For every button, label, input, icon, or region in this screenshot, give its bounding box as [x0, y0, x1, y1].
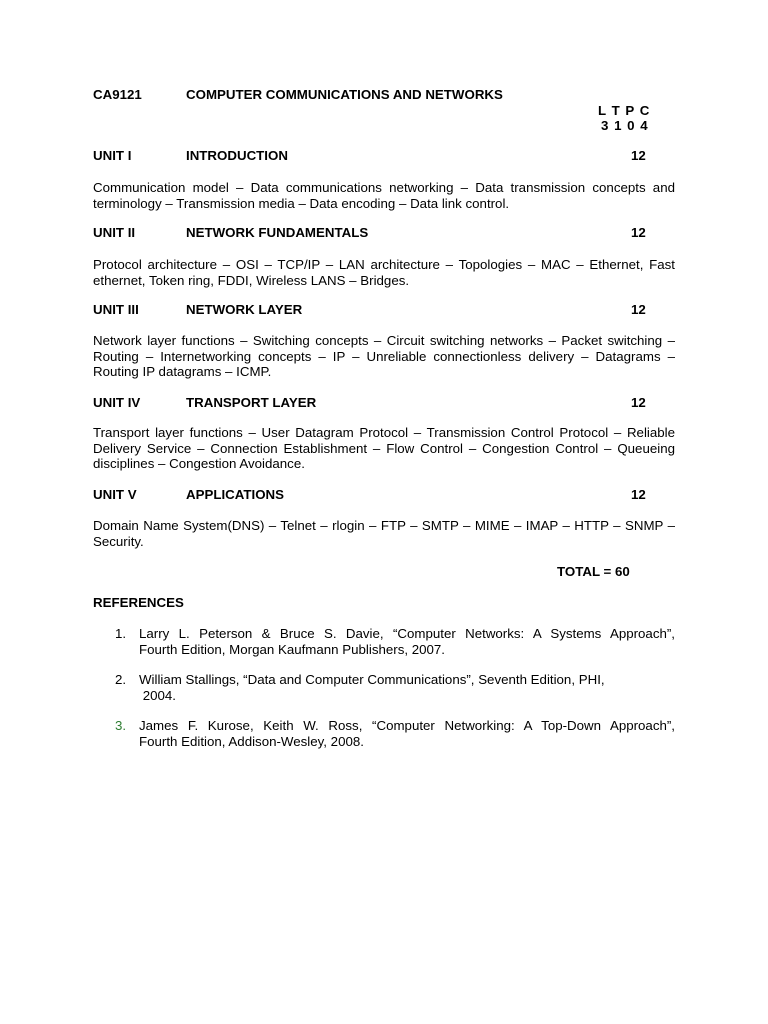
- unit-5-label: UNIT V: [93, 487, 137, 502]
- unit-4-hours: 12: [631, 395, 646, 410]
- reference-item: [139, 718, 675, 750]
- unit-3-hours: 12: [631, 302, 646, 317]
- reference-line: Fourth Edition, Addison-Wesley, 2008.: [139, 734, 364, 749]
- reference-line: Fourth Edition, Morgan Kaufmann Publishers, 2007.: [139, 642, 446, 657]
- unit-2-label: UNIT II: [93, 225, 136, 240]
- unit-5-hours: 12: [631, 487, 646, 502]
- ltpc-label: L T P C: [598, 103, 651, 118]
- unit-5-title: APPLICATIONS: [186, 487, 285, 502]
- total-hours: TOTAL = 60: [557, 564, 630, 579]
- unit-4-title: TRANSPORT LAYER: [186, 395, 317, 410]
- reference-line: Larry L. Peterson & Bruce S. Davie, “Computer Networks: A Systems Approach”,: [139, 626, 675, 641]
- unit-4-content: Transport layer functions – User Datagram Protocol – Transmission Control Protocol – Reliable Delivery Service – Connection Establishment – Flow Control – Congestion Control – Queueing disciplines – Congestion Avoidance.: [93, 425, 675, 471]
- course-code: CA9121: [93, 87, 142, 102]
- unit-1-label: UNIT I: [93, 148, 132, 163]
- unit-3-title: NETWORK LAYER: [186, 302, 303, 317]
- unit-1-hours: 12: [631, 148, 646, 163]
- unit-3-content: Network layer functions – Switching concepts – Circuit switching networks – Packet switching – Routing – Internetworking concepts – IP – Unreliable connectionless delivery – Datagrams – Routing IP datagrams – ICMP.: [93, 333, 675, 379]
- ltpc-values: 3 1 0 4: [601, 118, 649, 133]
- references-heading: REFERENCES: [93, 595, 184, 610]
- reference-line: William Stallings, “Data and Computer Communications”, Seventh Edition, PHI,: [139, 672, 605, 687]
- unit-2-hours: 12: [631, 225, 646, 240]
- reference-line: James F. Kurose, Keith W. Ross, “Computer Networking: A Top-Down Approach”,: [139, 718, 675, 733]
- unit-1-title: INTRODUCTION: [186, 148, 288, 163]
- reference-number: 3.: [115, 718, 127, 733]
- unit-3-label: UNIT III: [93, 302, 139, 317]
- reference-item: [139, 626, 675, 658]
- unit-2-content: Protocol architecture – OSI – TCP/IP – LAN architecture – Topologies – MAC – Ethernet, Fast ethernet, Token ring, FDDI, Wireless LANS – Bridges.: [93, 257, 675, 288]
- reference-number: 2.: [115, 672, 127, 687]
- course-title: COMPUTER COMMUNICATIONS AND NETWORKS: [186, 87, 503, 102]
- unit-5-content: Domain Name System(DNS) – Telnet – rlogin – FTP – SMTP – MIME – IMAP – HTTP – SNMP – Security.: [93, 518, 675, 549]
- unit-1-content: Communication model – Data communications networking – Data transmission concepts and terminology – Transmission media – Data encoding – Data link control.: [93, 180, 675, 211]
- reference-number: 1.: [115, 626, 127, 641]
- unit-2-title: NETWORK FUNDAMENTALS: [186, 225, 369, 240]
- reference-line: 2004.: [139, 688, 176, 703]
- reference-item: [139, 672, 675, 704]
- unit-4-label: UNIT IV: [93, 395, 141, 410]
